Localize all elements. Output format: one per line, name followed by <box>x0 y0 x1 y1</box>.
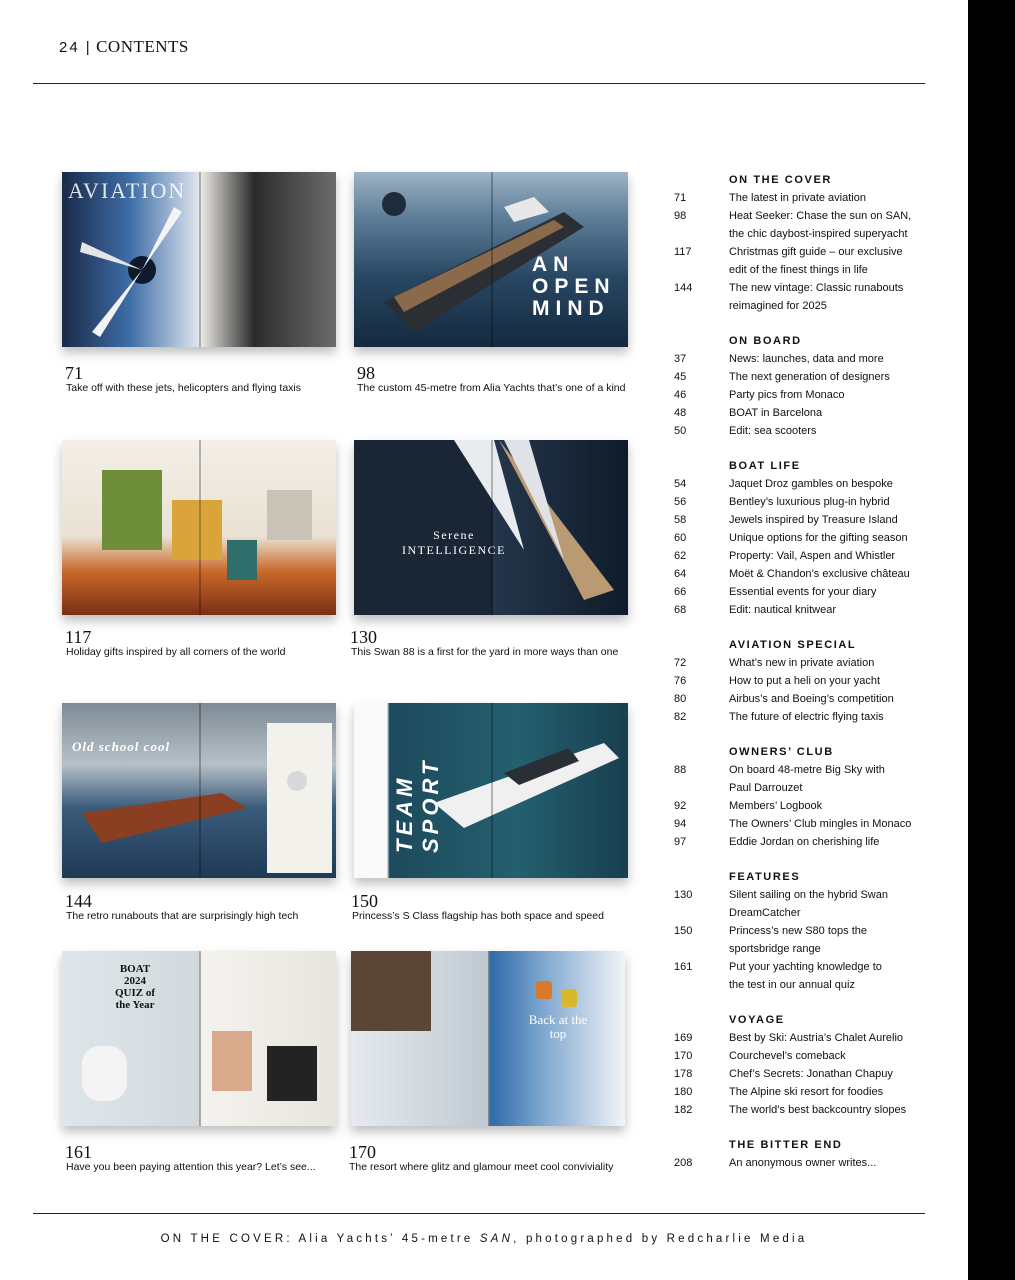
toc-entry-page: 71 <box>674 192 687 204</box>
toc-entry-page: 169 <box>674 1032 693 1044</box>
toc-entry-title: News: launches, data and more <box>729 353 884 365</box>
page-header <box>59 37 189 57</box>
toc-entry-title: Paul Darrouzet <box>729 782 803 794</box>
toc-entry-title: The new vintage: Classic runabouts <box>729 282 904 294</box>
spread-gutter <box>491 440 493 615</box>
toc-entry-page: 98 <box>674 210 687 222</box>
toc-entry[interactable] <box>674 1047 944 1065</box>
toc-entry-page: 144 <box>674 282 693 294</box>
toc-entry-page: 182 <box>674 1104 693 1116</box>
toc-entry-title: The next generation of designers <box>729 371 890 383</box>
toc-entry[interactable] <box>674 368 944 386</box>
toc-section-heading: VOYAGE <box>729 1014 785 1026</box>
spread-image-ski[interactable] <box>351 951 625 1126</box>
toc-entry-page: 97 <box>674 836 687 848</box>
toc-section-heading: BOAT LIFE <box>729 460 801 472</box>
toc-entry-title: reimagined for 2025 <box>729 300 827 312</box>
tile-caption: The retro runabouts that are surprisingly high tech <box>66 910 299 922</box>
toc-entry-page: 178 <box>674 1068 693 1080</box>
quiz-panel <box>267 1046 317 1101</box>
page-title: CONTENTS <box>96 37 189 56</box>
spread-image-quiz[interactable] <box>62 951 336 1126</box>
toc-entry-title: The latest in private aviation <box>729 192 866 204</box>
toc-entry-page: 208 <box>674 1157 693 1169</box>
spread-gutter <box>491 172 493 347</box>
spread-gutter <box>491 703 493 878</box>
toc-entry-title: DreamCatcher <box>729 907 801 919</box>
spread-image-yacht[interactable] <box>354 172 628 347</box>
toc-section-heading: ON THE COVER <box>729 174 832 186</box>
toc-entry-page: 72 <box>674 657 687 669</box>
toc-entry[interactable] <box>674 547 944 565</box>
toc-entry[interactable] <box>674 350 944 368</box>
toc-entry-title: The world’s best backcountry slopes <box>729 1104 907 1116</box>
toc-entry-title: How to put a heli on your yacht <box>729 675 881 687</box>
toc-entry-page <box>674 940 729 958</box>
toc-entry-page: 180 <box>674 1086 693 1098</box>
toc-entry-page: 62 <box>674 550 687 562</box>
toc-entry-page: 117 <box>674 246 692 258</box>
cover-credit-suffix: , photographed by Redcharlie Media <box>513 1233 808 1245</box>
overlay-open-mind: AN OPEN MIND <box>532 253 616 320</box>
toc-entry[interactable] <box>674 833 944 851</box>
toc-section <box>674 457 944 619</box>
spread-gutter <box>199 703 201 878</box>
toc-entry-page <box>674 261 729 279</box>
spread-gutter <box>199 172 201 347</box>
toc-entry-page: 37 <box>674 353 687 365</box>
toc-entry-page: 48 <box>674 407 687 419</box>
overlay-quiz: BOAT 2024 QUIZ of the Year <box>114 963 156 1011</box>
toc-entry-title: sportsbridge range <box>729 943 821 955</box>
toc-entry-page: 56 <box>674 496 687 508</box>
toc-entry[interactable] <box>674 529 944 547</box>
toc-entry-title: the chic daybost-inspired superyacht <box>729 228 908 240</box>
toc-section <box>674 1136 944 1172</box>
toc-entry-title: Courchevel’s comeback <box>729 1050 846 1062</box>
bottom-rule <box>33 1213 925 1214</box>
tile-page-number: 98 <box>357 363 375 383</box>
toc-entry-title: The future of electric flying taxis <box>729 711 884 723</box>
toc-entry[interactable] <box>674 297 944 315</box>
cover-credit-boat: SAN <box>479 1233 514 1245</box>
quiz-polar-bear <box>82 1046 127 1101</box>
toc-entry-title: BOAT in Barcelona <box>729 407 823 419</box>
toc-entry-title: Party pics from Monaco <box>729 389 845 401</box>
toc-entry-page: 130 <box>674 889 693 901</box>
spread-gutter <box>488 951 490 1126</box>
toc-entry-page: 76 <box>674 675 687 687</box>
overlay-serene: Serene INTELLIGENCE <box>402 528 506 557</box>
toc-entry[interactable] <box>674 404 944 422</box>
toc-entry[interactable] <box>674 475 944 493</box>
tile-page-number: 170 <box>349 1142 376 1162</box>
toc-entry[interactable] <box>674 904 944 922</box>
overlay-aviation: AVIATION <box>68 178 187 203</box>
toc-entry-title: Edit: nautical knitwear <box>729 604 836 616</box>
spread-gutter <box>199 440 201 615</box>
tile-page-number: 117 <box>65 627 92 647</box>
toc-entry[interactable] <box>674 922 944 940</box>
toc-section-heading: FEATURES <box>729 871 801 883</box>
toc-section <box>674 636 944 726</box>
tile-page-number: 130 <box>350 627 377 647</box>
badge-circle <box>382 192 406 216</box>
toc-entry[interactable] <box>674 940 944 958</box>
spread-image-princess[interactable] <box>354 703 628 878</box>
toc-entry[interactable] <box>674 601 944 619</box>
gift-item <box>227 540 257 580</box>
toc-entry[interactable] <box>674 690 944 708</box>
gift-item <box>102 470 162 550</box>
header-separator: | <box>85 39 91 56</box>
toc-entry[interactable] <box>674 976 944 994</box>
tile-caption: Holiday gifts inspired by all corners of the world <box>66 646 286 658</box>
toc-entry[interactable] <box>674 1029 944 1047</box>
toc-entry[interactable] <box>674 1101 944 1119</box>
toc-entry[interactable] <box>674 654 944 672</box>
toc-entry-title: Airbus’s and Boeing’s competition <box>729 693 894 705</box>
gift-item <box>267 490 312 540</box>
toc-entry-title: Moët & Chandon’s exclusive château <box>729 568 910 580</box>
page-number: 24 <box>59 39 80 56</box>
toc-entry-page: 88 <box>674 764 687 776</box>
tile-caption: Take off with these jets, helicopters and flying taxis <box>66 382 302 394</box>
toc-entry-title: On board 48-metre Big Sky with <box>729 764 885 776</box>
tile-page-number: 161 <box>65 1142 92 1162</box>
top-rule <box>33 83 925 84</box>
toc-entry-page <box>674 225 729 243</box>
tile-page-number: 144 <box>65 891 92 911</box>
toc-entry-title: What’s new in private aviation <box>729 657 875 669</box>
toc-entry-page: 64 <box>674 568 687 580</box>
toc-entry-page <box>674 976 729 994</box>
toc-entry-page: 50 <box>674 425 687 437</box>
toc-entry-title: Best by Ski: Austria’s Chalet Aurelio <box>729 1032 904 1044</box>
toc-entry-title: Essential events for your diary <box>729 586 877 598</box>
toc-entry[interactable] <box>674 261 944 279</box>
toc-entry[interactable] <box>674 189 944 207</box>
contents-list <box>674 171 944 1172</box>
tile-caption: The resort where glitz and glamour meet cool conviviality <box>349 1161 614 1173</box>
gift-item <box>172 500 222 560</box>
toc-entry-page: 92 <box>674 800 687 812</box>
toc-entry[interactable] <box>674 761 944 779</box>
toc-entry[interactable] <box>674 708 944 726</box>
toc-entry[interactable] <box>674 386 944 404</box>
toc-entry-title: Chef’s Secrets: Jonathan Chapuy <box>729 1068 893 1080</box>
toc-entry[interactable] <box>674 225 944 243</box>
tile-caption: This Swan 88 is a first for the yard in more ways than one <box>351 646 619 658</box>
spread-image-swan[interactable] <box>354 440 628 615</box>
toc-entry-page <box>674 297 729 315</box>
page-edge-bar <box>968 0 1015 1280</box>
toc-entry-page: 82 <box>674 711 687 723</box>
toc-entry[interactable] <box>674 565 944 583</box>
toc-entry-title: Unique options for the gifting season <box>729 532 908 544</box>
toc-section <box>674 1011 944 1119</box>
overlay-back-at-top: Back at the top <box>528 1012 588 1041</box>
toc-entry-page: 66 <box>674 586 687 598</box>
cover-credit-prefix: ON THE COVER: Alia Yachts’ 45-metre <box>160 1233 480 1245</box>
toc-entry-title: Heat Seeker: Chase the sun on SAN, <box>729 210 912 222</box>
toc-entry-page: 45 <box>674 371 687 383</box>
toc-entry-title: edit of the finest things in life <box>729 264 868 276</box>
toc-entry[interactable] <box>674 493 944 511</box>
toc-entry[interactable] <box>674 958 944 976</box>
toc-entry[interactable] <box>674 1154 944 1172</box>
toc-entry[interactable] <box>674 1083 944 1101</box>
ski-gondola <box>561 989 577 1007</box>
toc-entry-page: 58 <box>674 514 687 526</box>
toc-section <box>674 332 944 440</box>
toc-entry[interactable] <box>674 1065 944 1083</box>
toc-entry[interactable] <box>674 243 944 261</box>
toc-entry[interactable] <box>674 779 944 797</box>
toc-section-heading: ON BOARD <box>729 335 802 347</box>
cover-credit <box>0 1233 968 1245</box>
overlay-old-school: Old school cool <box>72 739 171 754</box>
toc-entry-title: The Owners’ Club mingles in Monaco <box>729 818 912 830</box>
ski-gondola <box>536 981 552 999</box>
tile-caption: Princess’s S Class flagship has both space and speed <box>352 910 604 922</box>
toc-entry-title: Christmas gift guide – our exclusive <box>729 246 903 258</box>
tile-caption: Have you been paying attention this year? Let’s see... <box>66 1161 316 1173</box>
toc-entry-page: 80 <box>674 693 687 705</box>
toc-entry-title: Eddie Jordan on cherishing life <box>729 836 880 848</box>
toc-entry[interactable] <box>674 815 944 833</box>
toc-entry[interactable] <box>674 886 944 904</box>
spread-image-gifts[interactable] <box>62 440 336 615</box>
toc-entry-title: Jaquet Droz gambles on bespoke <box>729 478 893 490</box>
spread-image-runabout[interactable] <box>62 703 336 878</box>
toc-section <box>674 743 944 851</box>
toc-entry-page: 94 <box>674 818 687 830</box>
toc-entry-page <box>674 779 729 797</box>
toc-entry[interactable] <box>674 207 944 225</box>
toc-entry-title: Put your yachting knowledge to <box>729 961 882 973</box>
toc-entry-title: the test in our annual quiz <box>729 979 855 991</box>
toc-entry-page: 68 <box>674 604 687 616</box>
toc-entry-title: Jewels inspired by Treasure Island <box>729 514 898 526</box>
toc-entry-title: Princess’s new S80 tops the <box>729 925 867 937</box>
toc-entry-page: 60 <box>674 532 687 544</box>
toc-entry-title: Edit: sea scooters <box>729 425 817 437</box>
toc-entry-page: 161 <box>674 961 693 973</box>
toc-section-heading: OWNERS’ CLUB <box>729 746 834 758</box>
toc-entry-title: Bentley’s luxurious plug-in hybrid <box>729 496 890 508</box>
toc-entry-page: 54 <box>674 478 687 490</box>
toc-section-heading: AVIATION SPECIAL <box>729 639 857 651</box>
toc-entry-page: 170 <box>674 1050 693 1062</box>
toc-entry-title: Property: Vail, Aspen and Whistler <box>729 550 896 562</box>
toc-entry-page: 150 <box>674 925 693 937</box>
chalet-photo <box>351 951 431 1031</box>
toc-entry-page: 46 <box>674 389 687 401</box>
toc-section-heading: THE BITTER END <box>729 1139 843 1151</box>
tile-page-number: 71 <box>65 363 83 383</box>
toc-entry[interactable] <box>674 672 944 690</box>
spread-image-aviation[interactable] <box>62 172 336 347</box>
toc-section <box>674 171 944 315</box>
toc-entry[interactable] <box>674 422 944 440</box>
tile-page-number: 150 <box>351 891 378 911</box>
toc-entry-title: An anonymous owner writes... <box>729 1157 877 1169</box>
spread-gutter <box>199 951 201 1126</box>
toc-entry-title: The Alpine ski resort for foodies <box>729 1086 884 1098</box>
toc-entry[interactable] <box>674 583 944 601</box>
toc-entry[interactable] <box>674 797 944 815</box>
toc-entry[interactable] <box>674 511 944 529</box>
tile-caption: The custom 45-metre from Alia Yachts that’s one of a kind <box>357 382 626 394</box>
toc-entry-page <box>674 904 729 922</box>
overlay-team-sport: TEAM SPORT <box>392 757 443 853</box>
toc-entry-title: Silent sailing on the hybrid Swan <box>729 889 888 901</box>
toc-entry-title: Members’ Logbook <box>729 800 823 812</box>
quiz-figure <box>212 1031 252 1091</box>
toc-entry[interactable] <box>674 279 944 297</box>
toc-section <box>674 868 944 994</box>
